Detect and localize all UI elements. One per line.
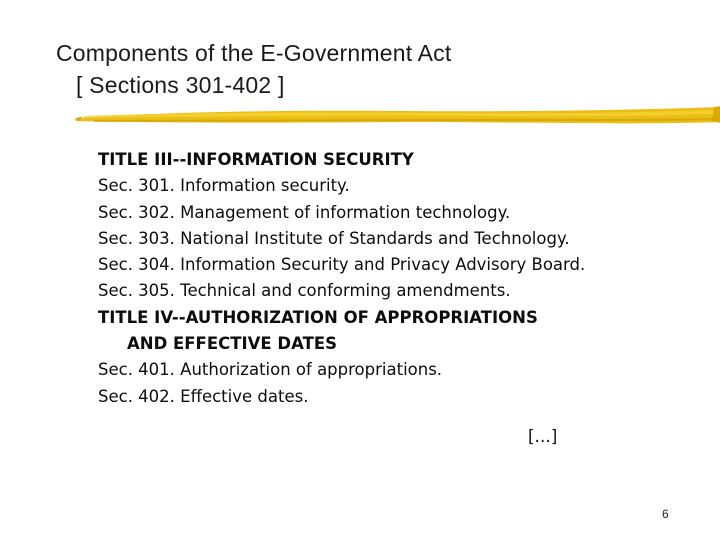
section-item: Sec. 302. Management of information technology.	[98, 202, 511, 222]
highlighter-stroke	[74, 98, 720, 132]
section-item: Sec. 402. Effective dates.	[98, 386, 309, 406]
section-item: Sec. 301. Information security.	[98, 176, 350, 196]
title-heading-continued: AND EFFECTIVE DATES	[127, 334, 337, 354]
slide-subtitle: [ Sections 301-402 ]	[76, 72, 285, 98]
section-item: Sec. 303. National Institute of Standards and Technology.	[98, 228, 570, 248]
title-heading: TITLE III--INFORMATION SECURITY	[98, 150, 414, 169]
slide-title: Components of the E-Government Act	[56, 40, 452, 66]
section-item: Sec. 304. Information Security and Privacy Advisory Board.	[98, 255, 586, 275]
page-number: 6	[662, 507, 669, 521]
title-heading: TITLE IV--AUTHORIZATION OF APPROPRIATIONS	[98, 307, 538, 327]
section-item: Sec. 305. Technical and conforming amendments.	[98, 281, 511, 301]
omission-marker: […]	[528, 427, 558, 446]
section-list	[98, 147, 688, 410]
section-item: Sec. 401. Authorization of appropriations.	[98, 360, 443, 380]
